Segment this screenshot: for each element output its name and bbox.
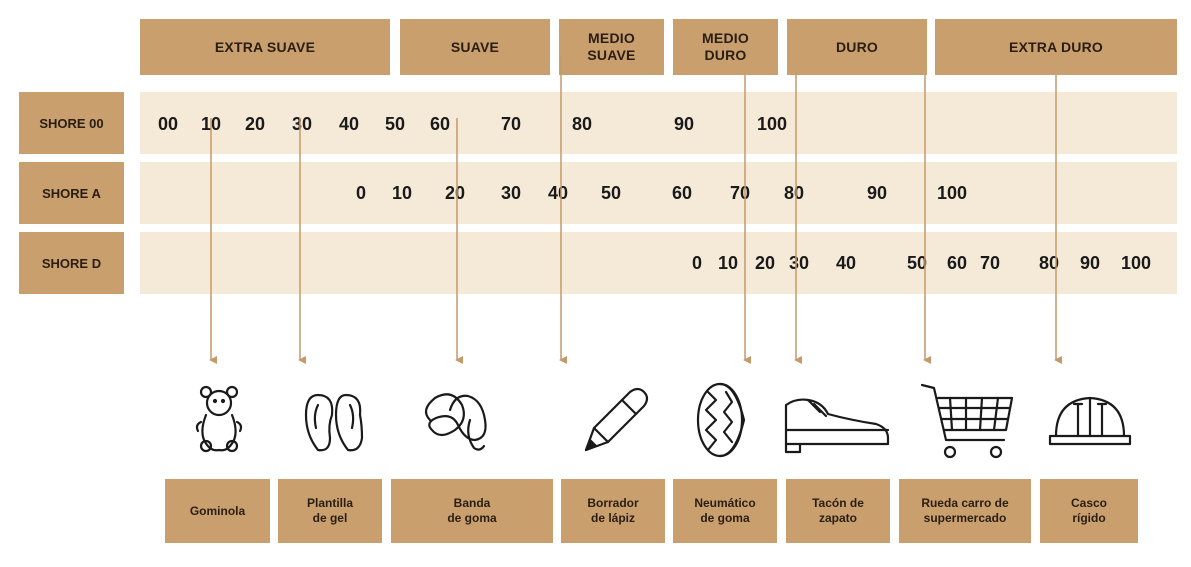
category-medio-duro: MEDIO DURO xyxy=(673,19,778,75)
category-extra-suave: EXTRA SUAVE xyxy=(140,19,390,75)
shore-d-value: 90 xyxy=(1079,253,1101,273)
pencil-eraser-icon xyxy=(586,389,647,450)
shore-d-value: 10 xyxy=(717,253,739,273)
shore-a-value: 90 xyxy=(866,183,888,203)
shore-00-value: 10 xyxy=(200,114,222,134)
object-label-rueda: Rueda carro de supermercado xyxy=(899,479,1031,543)
object-label-casco: Casco rígido xyxy=(1040,479,1138,543)
shoe-icon xyxy=(786,400,888,452)
shore-00-value: 20 xyxy=(244,114,266,134)
object-label-gominola: Gominola xyxy=(165,479,270,543)
shore-00-value: 100 xyxy=(756,114,788,134)
tire-icon xyxy=(698,384,744,456)
shore-d-value: 70 xyxy=(979,253,1001,273)
rubber-band-icon xyxy=(426,394,486,449)
shore-a-value: 60 xyxy=(671,183,693,203)
shore-d-value: 80 xyxy=(1038,253,1060,273)
object-label-neumatico: Neumático de goma xyxy=(673,479,777,543)
shore-d-value: 0 xyxy=(691,253,703,273)
scale-label-shore-d: SHORE D xyxy=(19,232,124,294)
shore-d-value: 100 xyxy=(1120,253,1152,273)
shore-a-value: 100 xyxy=(936,183,968,203)
shore-00-value: 80 xyxy=(571,114,593,134)
shore-d-value: 50 xyxy=(906,253,928,273)
shore-00-value: 50 xyxy=(384,114,406,134)
object-label-plantilla: Plantilla de gel xyxy=(278,479,382,543)
shore-a-value: 70 xyxy=(729,183,751,203)
shore-00-value: 60 xyxy=(429,114,451,134)
category-duro: DURO xyxy=(787,19,927,75)
gel-insoles-icon xyxy=(306,395,362,450)
shore-a-value: 20 xyxy=(444,183,466,203)
object-label-borrador: Borrador de lápiz xyxy=(561,479,665,543)
object-label-tacon: Tacón de zapato xyxy=(786,479,890,543)
shore-a-value: 0 xyxy=(355,183,367,203)
shore-a-value: 40 xyxy=(547,183,569,203)
object-label-banda: Banda de goma xyxy=(391,479,553,543)
category-medio-suave: MEDIO SUAVE xyxy=(559,19,664,75)
shore-00-value: 30 xyxy=(291,114,313,134)
shore-a-value: 80 xyxy=(783,183,805,203)
category-extra-duro: EXTRA DURO xyxy=(935,19,1177,75)
shore-a-value: 50 xyxy=(600,183,622,203)
shore-d-value: 20 xyxy=(754,253,776,273)
shore-00-value: 00 xyxy=(157,114,179,134)
shore-00-value: 90 xyxy=(673,114,695,134)
shopping-cart-icon xyxy=(922,385,1012,457)
shore-00-value: 40 xyxy=(338,114,360,134)
shore-d-value: 40 xyxy=(835,253,857,273)
scale-label-shore-a: SHORE A xyxy=(19,162,124,224)
hard-hat-icon xyxy=(1050,398,1130,444)
shore-d-value: 60 xyxy=(946,253,968,273)
gummy-bear-icon xyxy=(197,387,241,451)
category-suave: SUAVE xyxy=(400,19,550,75)
shore-00-value: 70 xyxy=(500,114,522,134)
shore-d-value: 30 xyxy=(788,253,810,273)
shore-a-value: 30 xyxy=(500,183,522,203)
shore-a-value: 10 xyxy=(391,183,413,203)
scale-label-shore-00: SHORE 00 xyxy=(19,92,124,154)
